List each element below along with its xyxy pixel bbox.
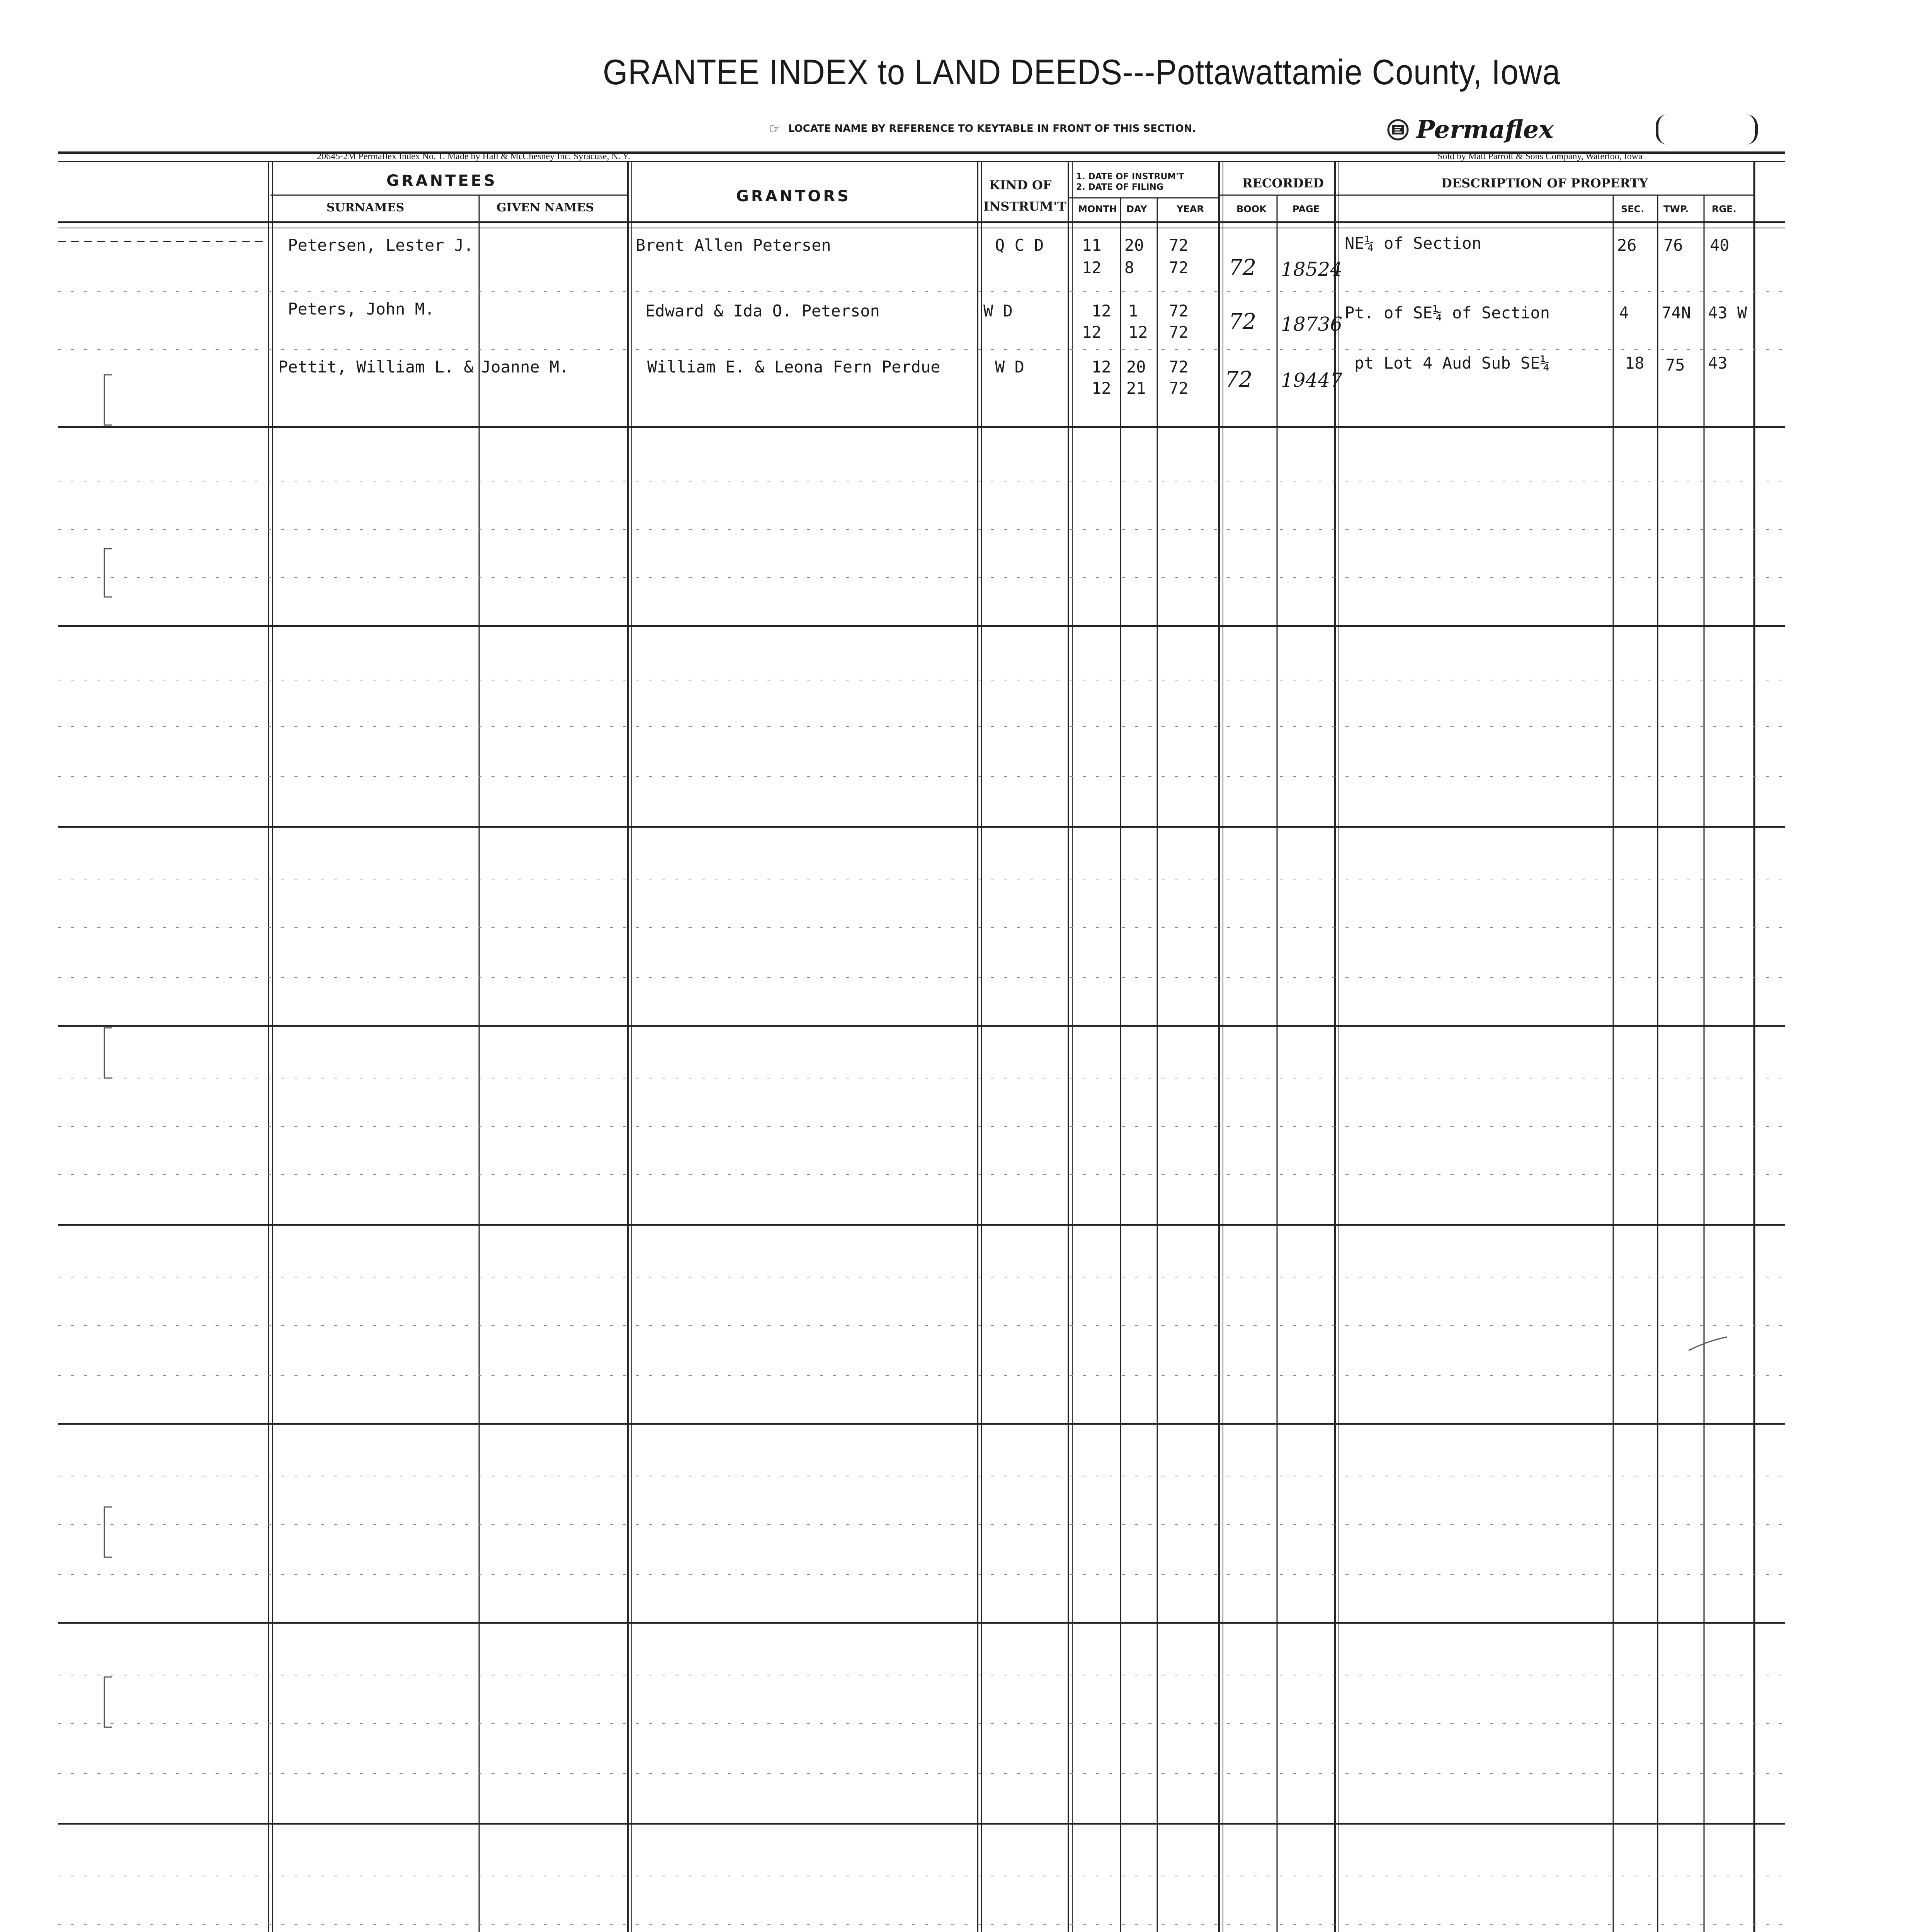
township-number: 74N [1662, 303, 1691, 322]
filing-day: 8 [1124, 258, 1134, 277]
header-kind-of: KIND OF [989, 178, 1052, 192]
recorded-page: 18524 [1281, 258, 1343, 281]
township-number: 76 [1663, 236, 1683, 255]
header-sec: SEC. [1621, 204, 1645, 214]
header-rge: RGE. [1712, 204, 1736, 214]
grantee-given-name: Joanne M. [481, 357, 569, 376]
header-book: BOOK [1236, 204, 1267, 214]
filing-day: 21 [1126, 379, 1146, 398]
filing-month: 12 [1092, 379, 1111, 398]
grantee-surname: Petersen, Lester J. [288, 236, 474, 255]
section-number: 18 [1625, 354, 1645, 372]
sold-by-notice: Sold by Matt Parrott & Sons Company, Waterloo, Iowa [1437, 151, 1643, 162]
filing-year: 72 [1169, 258, 1189, 277]
instrument-day: 20 [1124, 236, 1144, 255]
grantee-surname: Peters, John M. [288, 299, 435, 318]
instrument-year: 72 [1169, 236, 1189, 255]
filing-year: 72 [1169, 379, 1189, 398]
property-description: NE¼ of Section [1345, 234, 1482, 253]
range-number: 40 [1710, 236, 1730, 255]
section-number: 4 [1619, 303, 1629, 322]
recorded-book: 72 [1225, 367, 1253, 392]
instrument-month: 12 [1092, 301, 1111, 320]
filing-year: 72 [1169, 323, 1189, 342]
header-day: DAY [1126, 204, 1147, 214]
grantor-name: William E. & Leona Fern Perdue [647, 357, 940, 376]
locate-instruction: LOCATE NAME BY REFERENCE TO KEYTABLE IN FRONT OF THIS SECTION. [788, 123, 1196, 134]
header-grantees: GRANTEES [386, 172, 497, 190]
brand-name: Permaflex [1416, 115, 1554, 144]
header-surnames: SURNAMES [327, 201, 405, 214]
filing-month: 12 [1082, 258, 1102, 277]
header-given-names: GIVEN NAMES [497, 201, 594, 214]
grantor-name: Brent Allen Petersen [636, 236, 831, 255]
recorded-book: 72 [1229, 255, 1257, 280]
header-description: DESCRIPTION OF PROPERTY [1441, 176, 1648, 190]
header-month: MONTH [1078, 204, 1117, 214]
instrument-kind: W D [995, 357, 1024, 376]
section-number: 26 [1617, 236, 1637, 255]
recorded-page: 19447 [1281, 369, 1343, 391]
grantor-name: Edward & Ida O. Peterson [645, 301, 880, 320]
property-description: Pt. of SE¼ of Section [1345, 303, 1550, 322]
range-number: 43 [1708, 354, 1728, 372]
header-recorded: RECORDED [1242, 176, 1324, 190]
header-date-filing: 2. DATE OF FILING [1076, 182, 1163, 192]
grantee-surname: Pettit, William L. & [278, 357, 474, 376]
header-year: YEAR [1177, 204, 1204, 214]
instrument-year: 72 [1169, 301, 1189, 320]
instrument-year: 72 [1169, 357, 1189, 376]
form-code: 20645-2M Permaflex Index No. 1. Made by Hall & McChesney Inc. Syracuse, N. Y. [317, 151, 631, 162]
header-instrument: INSTRUM'T [983, 199, 1066, 214]
township-number: 75 [1665, 355, 1685, 374]
header-date-instrument: 1. DATE OF INSTRUM'T [1076, 172, 1184, 182]
filing-day: 12 [1128, 323, 1148, 342]
range-number: 43 W [1708, 303, 1747, 322]
instrument-day: 20 [1126, 357, 1146, 376]
pointing-hand-icon: ☞ [769, 121, 782, 136]
page-title: GRANTEE INDEX to LAND DEEDS---Pottawattamie County, Iowa [603, 53, 1561, 92]
instrument-kind: W D [983, 301, 1013, 320]
header-twp: TWP. [1663, 204, 1689, 214]
recorded-page: 18736 [1281, 313, 1343, 335]
instrument-month: 12 [1092, 357, 1111, 376]
instrument-kind: Q C D [995, 236, 1044, 255]
property-description: pt Lot 4 Aud Sub SE¼ [1354, 354, 1550, 372]
recorded-book: 72 [1229, 309, 1257, 334]
instrument-month: 11 [1082, 236, 1102, 255]
header-page: PAGE [1293, 204, 1320, 214]
filing-month: 12 [1082, 323, 1102, 342]
header-grantors: GRANTORS [736, 187, 851, 205]
instrument-day: 1 [1128, 301, 1138, 320]
